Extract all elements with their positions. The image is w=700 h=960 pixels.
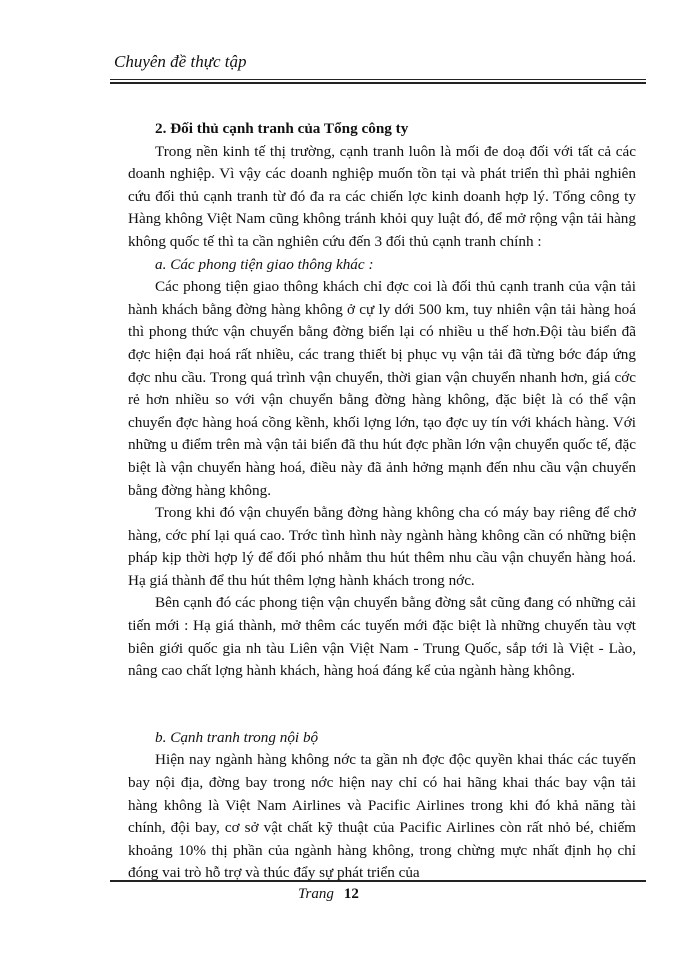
page-footer [298,886,359,903]
footer-rule [110,880,646,882]
paragraph-intro: Trong nền kinh tế thị trường, cạnh tranh luôn là mối đe doạ đối với tất cả các doanh nghiệp. Vì vậy các doanh nghiệp muốn tồn tại và phát triển thì phải nghiên cứu đối thủ cạnh tranh từ đó đa ra các chiến lợc kinh doanh hợp lý. Tổng công ty Hàng không Việt Nam cũng không tránh khỏi quy luật đó, để mở rộng vận tải hàng không quốc tế thì ta cần nghiên cứu đến 3 đối thủ cạnh tranh chính : [128,142,636,250]
subheading-b: b. Cạnh tranh trong nội bộ [155,728,319,746]
page-number: 12 [343,886,359,902]
subheading-a: a. Các phong tiện giao thông khác : [155,255,374,273]
header-rule [110,79,646,80]
section-heading: 2. Đối thủ cạnh tranh của Tổng công ty [155,120,409,137]
paragraph-1: Các phong tiện giao thông khách chỉ đợc coi là đối thủ cạnh tranh của vận tải hành khách bằng đờng hàng không ở cự ly dới 500 km, tuy nhiên vận tải hàng hoá thì phong thức vận chuyển bằng đờng biển lại có nhiều u thế hơn.Đội tàu biển đã đợc hiện đại hoá rất nhiều, các trang thiết bị phục vụ vận tải đã từng bớc đáp ứng đợc nhu cầu. Trong quá trình vận chuyển, thời gian vận chuyển nhanh hơn, giá cớc rẻ hơn nhiều so với vận chuyển bằng đờng hàng không, đặc biệt là có thể vận chuyển đợc hàng hoá cồng kềnh, khối lợng lớn, tạo đợc uy tín với khách hàng. Với những u điểm trên mà vận tải biển đã thu hút đợc phần lớn vận chuyển quốc tế, đặc biệt là vận chuyển hàng hoá, điều này đã ảnh hởng mạnh đến nhu cầu vận chuyển bằng đờng hàng không. [128,278,636,499]
paragraph-2: Trong khi đó vận chuyển bằng đờng hàng không cha có máy bay riêng để chở hàng, cớc phí lại quá cao. Trớc tình hình này ngành hàng không cần có những biện pháp kịp thời hợp lý để đối phó nhằm thu hút thêm nhu cầu vận chuyển hàng hoá. Hạ giá thành để thu hút thêm lợng hành khách trong nớc. [128,504,636,589]
paragraph-4: Hiện nay ngành hàng không nớc ta gần nh đợc độc quyền khai thác các tuyến bay nội địa, đờng bay trong nớc hiện nay chỉ có hai hãng khai thác bay vận tải hàng không là Việt Nam Airlines và Pacific Airlines trong khi đó khả năng tài chính, đội bay, cơ sở vật chất kỹ thuật của Pacific Airlines còn rất nhỏ bé, chiếm khoảng 10% thị phần của ngành hàng không, trong chừng mực nhất định họ chỉ đóng vai trò hỗ trợ và thúc đẩy sự phát triển của [128,751,636,882]
document-body [128,118,636,885]
paragraph-3: Bên cạnh đó các phong tiện vận chuyển bằng đờng sắt cũng đang có những cải tiến mới : Hạ giá thành, mở thêm các tuyến mới đặc biệt là những chuyến tàu vợt biên giới quốc gia nh tàu Liên vận Việt Nam - Trung Quốc, sắp tới là Việt - Lào, nâng cao chất lợng hành khách, hàng hoá đáng kể của ngành hàng không. [128,594,636,680]
footer-label: Trang [298,886,334,902]
section-gap [128,683,636,727]
header-rule-double [110,82,646,84]
header-title: Chuyên đề thực tập [114,52,247,71]
